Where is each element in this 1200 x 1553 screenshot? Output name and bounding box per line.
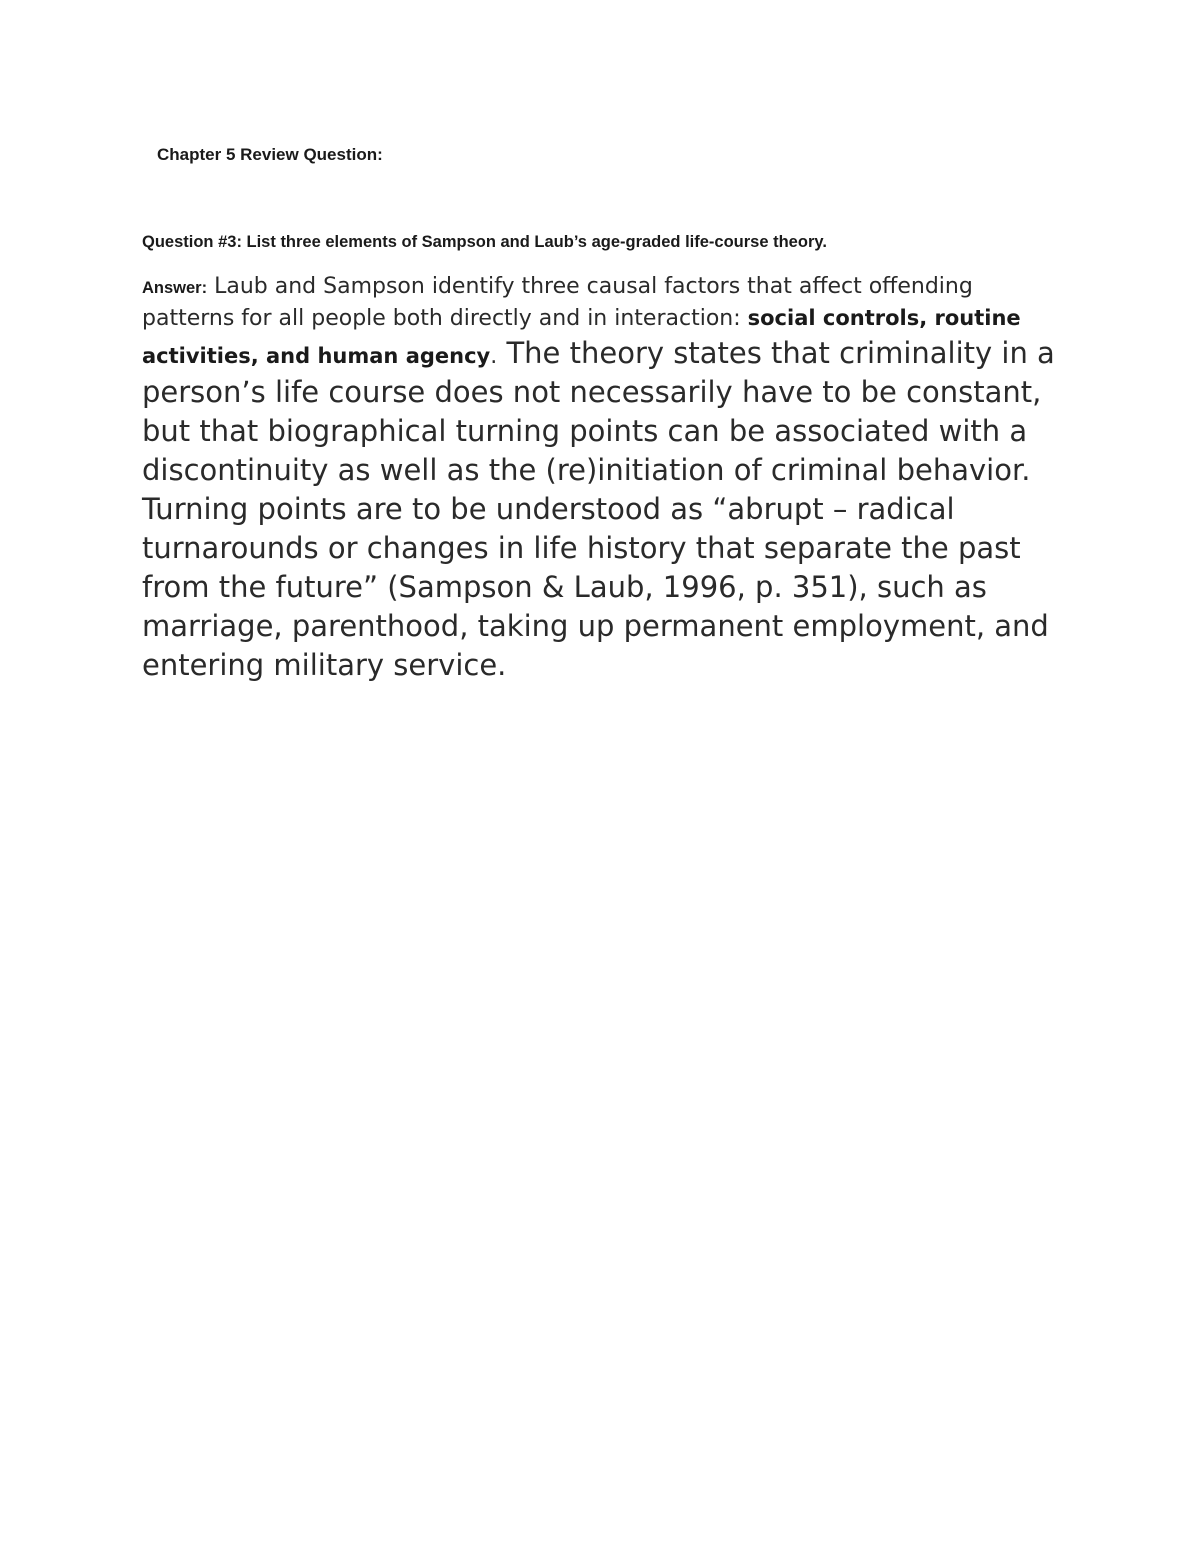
- chapter-heading: Chapter 5 Review Question:: [157, 145, 383, 164]
- answer-intro-text: Laub and Sampson identify three causal factors that affect offending patterns for all people both directly and in interaction:: [142, 274, 973, 331]
- question-label: Question #3:: [142, 233, 242, 251]
- answer-paragraph: [142, 272, 1072, 685]
- question-text: List three elements of Sampson and Laub’s age-graded life-course theory.: [241, 233, 827, 251]
- answer-body-text: The theory states that criminality in a person’s life course does not necessarily have to be constant, but that biographical turning points can be associated with a discontinuity as well as the (re)initiation of criminal behavior. Turning points are to be understood as “abrupt – radical turnarounds or changes in life history that separate the past from the future” (Sampson & Laub, 1996, p. 351), such as marriage, parenthood, taking up permanent employment, and entering military service.: [142, 336, 1055, 682]
- question-line: [142, 233, 827, 252]
- answer-period: .: [490, 344, 498, 369]
- answer-key-elements: social controls, routine activities, and human agency: [142, 306, 1021, 368]
- answer-label: Answer:: [142, 279, 208, 297]
